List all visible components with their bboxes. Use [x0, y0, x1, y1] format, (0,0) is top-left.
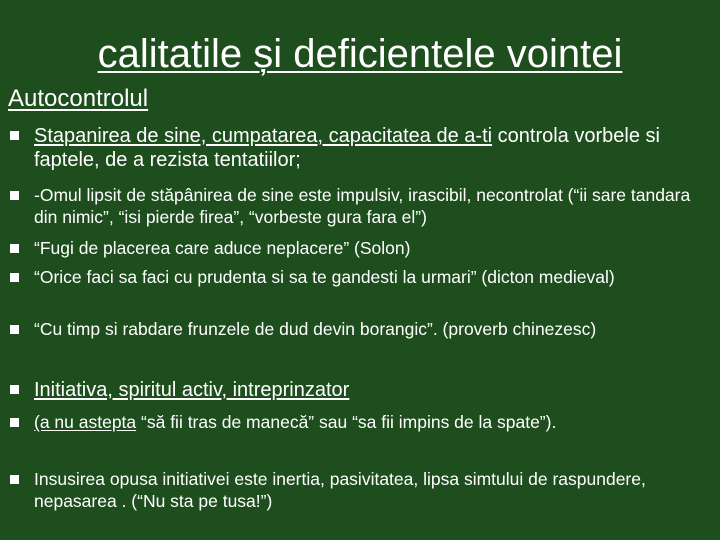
list-item: [8, 124, 698, 172]
list-item-text: Initiativa, spiritul activ, intreprinzator: [34, 379, 350, 401]
list-item-text: Stapanirea de sine, cumpatarea, capacitatea de a-ti controla vorbele si faptele, de a rezista tentatiilor;: [34, 125, 660, 171]
square-bullet-icon: [8, 124, 34, 146]
list-item: [8, 237, 698, 259]
list-item-text: -Omul lipsit de stăpânirea de sine este impulsiv, irascibil, necontrolat (“ii sare tandara din nimic”, “isi pierde firea”, “vorbeste gura fara el”): [34, 185, 691, 227]
section-heading-autocontrol: Autocontrolul: [8, 85, 149, 112]
list-item: [8, 378, 698, 402]
square-bullet-icon: [8, 411, 34, 433]
list-item: [8, 318, 698, 340]
square-bullet-icon: [8, 237, 34, 259]
list-item-text: “Cu timp si rabdare frunzele de dud devin borangic”. (proverb chinezesc): [34, 319, 597, 339]
list-item: [8, 266, 698, 288]
square-bullet-icon: [8, 378, 34, 400]
square-bullet-icon: [8, 468, 34, 490]
list-item: [8, 468, 698, 512]
list-item-text: (a nu astepta “să fii tras de manecă” sau “sa fii impins de la spate”).: [34, 412, 557, 432]
square-bullet-icon: [8, 266, 34, 288]
square-bullet-icon: [8, 318, 34, 340]
list-item: [8, 184, 698, 228]
list-item-text: Insusirea opusa initiativei este inertia, pasivitatea, lipsa simtului de raspundere, nepasarea . (“Nu sta pe tusa!”): [34, 469, 646, 511]
list-item-text: “Fugi de placerea care aduce neplacere” (Solon): [34, 238, 411, 258]
square-bullet-icon: [8, 184, 34, 206]
list-item-text: “Orice faci sa faci cu prudenta si sa te gandesti la urmari” (dicton medieval): [34, 267, 615, 287]
list-item: [8, 411, 698, 433]
slide-title: calitatile și deficientele vointei: [97, 32, 623, 76]
